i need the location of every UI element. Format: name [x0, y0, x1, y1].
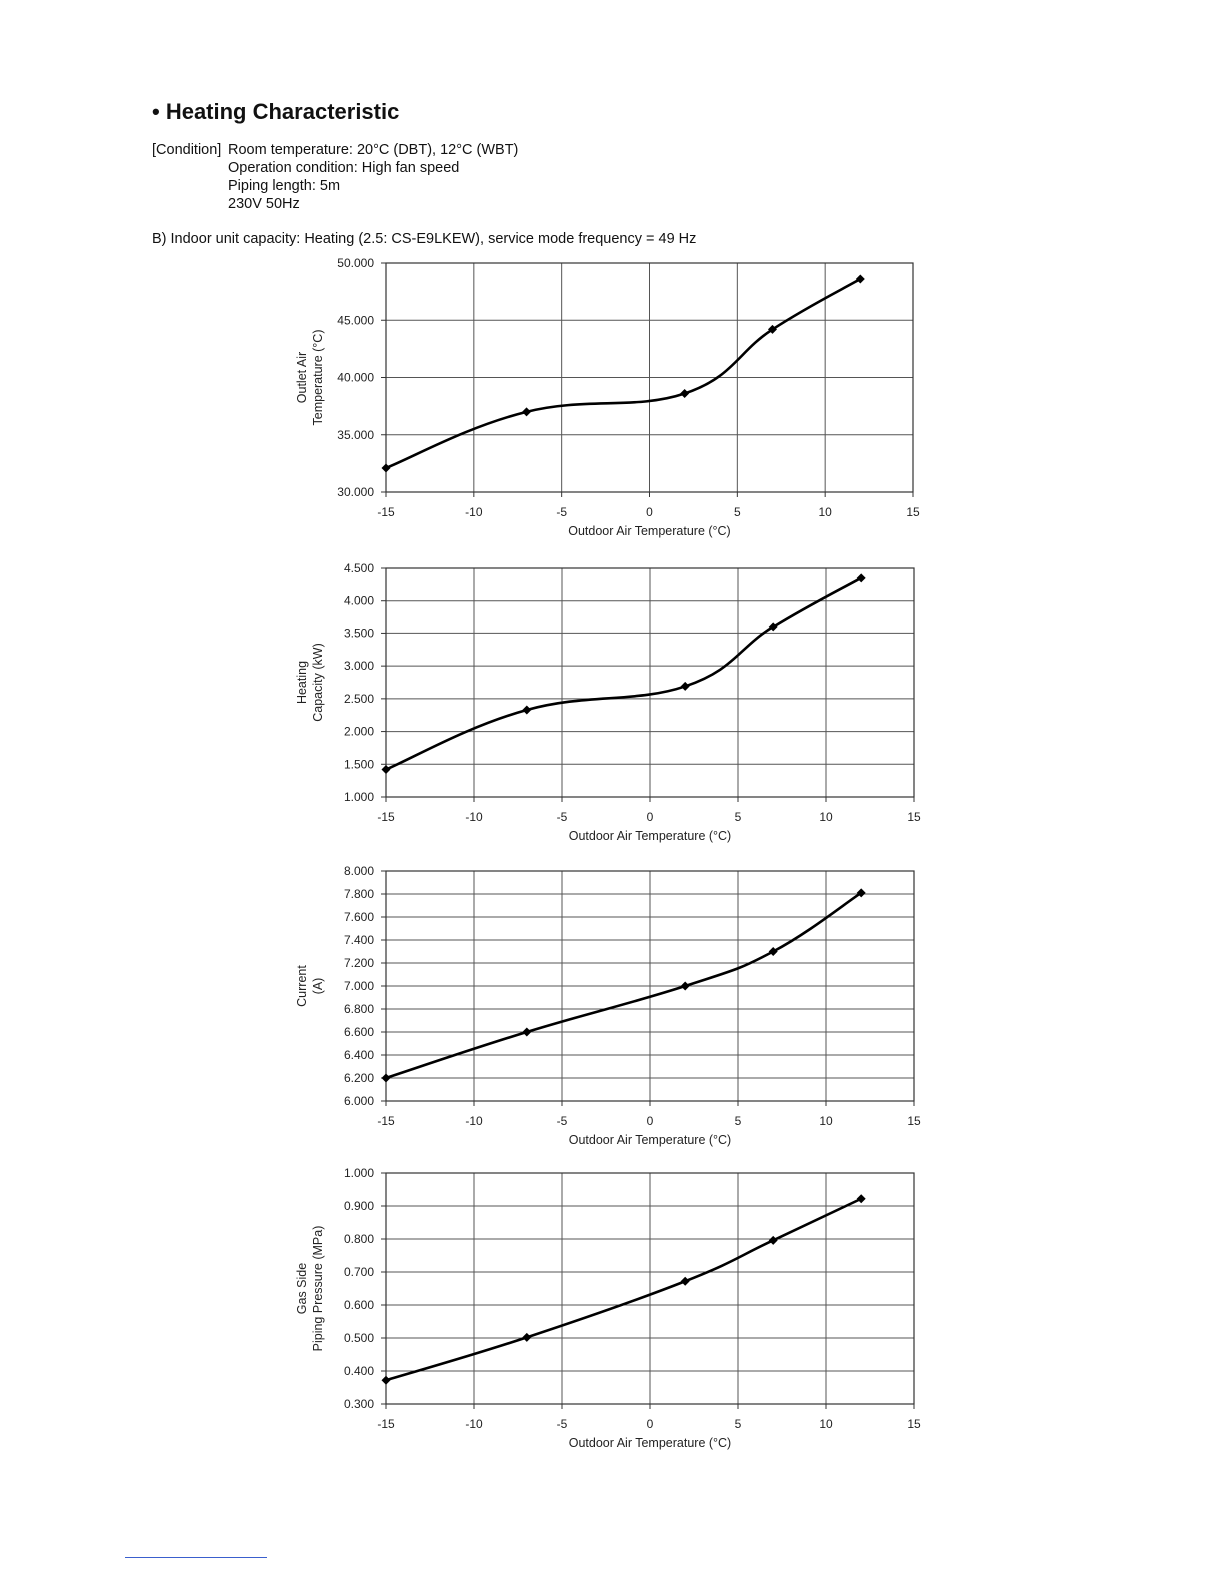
x-tick-label: 5: [734, 1114, 742, 1128]
x-tick-label: -10: [465, 1417, 483, 1431]
y-tick-label: 7.200: [343, 956, 374, 970]
y-tick-label: 7.000: [343, 979, 374, 993]
y-tick-label: 8.000: [343, 864, 374, 878]
y-tick-label: 0.400: [343, 1364, 374, 1378]
x-tick-label: -15: [377, 1417, 395, 1431]
x-tick-label: 10: [818, 505, 832, 519]
condition-row: [152, 159, 518, 177]
x-tick-label: -15: [377, 810, 395, 824]
series-line: [386, 893, 861, 1078]
y-tick-label: 3.500: [343, 626, 374, 641]
x-tick-label: 10: [819, 1114, 833, 1128]
condition-row: [152, 177, 518, 195]
x-tick-label: 15: [907, 810, 921, 824]
x-tick-label: -5: [556, 1417, 568, 1431]
chart-subtitle: B) Indoor unit capacity: Heating (2.5: CS-E9LKEW), service mode frequency = 49 Hz: [152, 231, 697, 247]
y-tick-label: 2.500: [343, 691, 374, 706]
data-point-marker: [382, 765, 391, 774]
x-tick-label: 10: [819, 1417, 833, 1431]
data-point-marker: [522, 1333, 531, 1342]
condition-row: [152, 195, 518, 213]
series-line: [386, 279, 860, 468]
x-tick-label: -5: [556, 505, 568, 519]
x-tick-label: -10: [465, 810, 483, 824]
series-line: [386, 1199, 861, 1381]
x-tick-label: -15: [377, 1114, 395, 1128]
y-tick-label: 6.600: [343, 1025, 374, 1039]
x-tick-label: 5: [733, 505, 741, 519]
condition-label: [Condition]: [152, 142, 222, 158]
x-axis-label: Outdoor Air Temperature (°C): [568, 524, 731, 538]
y-tick-label: 0.700: [343, 1265, 374, 1279]
condition-power-supply: 230V 50Hz: [228, 196, 300, 212]
data-point-marker: [522, 1028, 531, 1037]
x-tick-label: 0: [646, 810, 654, 824]
x-tick-label: 10: [819, 810, 833, 824]
data-point-marker: [382, 463, 391, 472]
x-tick-label: 15: [907, 1114, 921, 1128]
y-tick-label: 1.000: [343, 790, 374, 804]
y-axis-label: Heating: [295, 660, 309, 705]
y-tick-label: 3.000: [343, 659, 374, 674]
y-tick-label: 0.800: [343, 1232, 374, 1246]
y-tick-label: 50.000: [337, 256, 374, 270]
y-tick-label: 4.500: [343, 561, 374, 575]
x-tick-label: 15: [906, 505, 920, 519]
x-tick-label: 5: [734, 1417, 742, 1431]
data-point-marker: [857, 1194, 866, 1203]
series-line: [386, 578, 861, 770]
x-tick-label: -5: [556, 810, 568, 824]
y-axis-label: Temperature (°C): [311, 329, 325, 426]
y-axis-label: Piping Pressure (MPa): [311, 1225, 325, 1352]
condition-piping-length: Piping length: 5m: [228, 178, 341, 194]
y-tick-label: 45.000: [337, 313, 374, 328]
y-tick-label: 35.000: [337, 427, 374, 442]
x-tick-label: 0: [646, 505, 653, 519]
gas-side-piping-pressure-chart: [0, 1160, 1224, 1460]
y-tick-label: 1.000: [343, 1166, 374, 1180]
y-tick-label: 1.500: [343, 757, 374, 772]
data-point-marker: [681, 682, 690, 691]
y-axis-label: (A): [311, 977, 325, 995]
y-tick-label: 30.000: [337, 485, 374, 499]
x-tick-label: -15: [377, 505, 395, 519]
data-point-marker: [681, 982, 690, 991]
data-point-marker: [680, 389, 689, 398]
footer-rule: [125, 1557, 267, 1558]
y-axis-label: Capacity (kW): [311, 643, 325, 722]
y-tick-label: 7.600: [343, 910, 374, 924]
x-axis-label: Outdoor Air Temperature (°C): [568, 1133, 732, 1147]
heating-capacity-chart: [0, 555, 1224, 855]
x-tick-label: -5: [556, 1114, 568, 1128]
condition-block: [152, 141, 518, 213]
y-tick-label: 6.000: [343, 1094, 374, 1108]
x-axis-label: Outdoor Air Temperature (°C): [568, 1436, 732, 1450]
y-tick-label: 6.400: [343, 1048, 374, 1062]
y-tick-label: 0.600: [343, 1298, 374, 1312]
x-tick-label: 5: [734, 810, 742, 824]
outlet-air-temperature-chart: [0, 250, 1224, 550]
data-point-marker: [769, 1236, 778, 1245]
y-tick-label: 2.000: [343, 724, 374, 739]
y-tick-label: 6.800: [343, 1002, 374, 1016]
x-tick-label: 0: [646, 1114, 654, 1128]
y-axis-label: Gas Side: [295, 1262, 309, 1315]
data-point-marker: [382, 1376, 391, 1385]
condition-operation: Operation condition: High fan speed: [228, 160, 460, 176]
data-point-marker: [681, 1277, 690, 1286]
y-tick-label: 0.900: [343, 1199, 374, 1213]
y-tick-label: 4.000: [343, 593, 374, 608]
y-tick-label: 7.800: [343, 887, 374, 901]
current-chart: [0, 858, 1224, 1158]
x-tick-label: -10: [465, 1114, 483, 1128]
data-point-marker: [382, 1074, 391, 1083]
data-point-marker: [522, 407, 531, 416]
data-point-marker: [522, 705, 531, 714]
y-tick-label: 6.200: [343, 1071, 374, 1085]
x-axis-label: Outdoor Air Temperature (°C): [568, 829, 732, 843]
y-tick-label: 7.400: [343, 933, 374, 947]
y-axis-label: Current: [295, 965, 309, 1007]
condition-row: [152, 141, 518, 159]
x-tick-label: 0: [646, 1417, 654, 1431]
y-tick-label: 0.300: [343, 1397, 374, 1411]
y-tick-label: 0.500: [343, 1331, 374, 1345]
y-tick-label: 40.000: [337, 370, 374, 385]
condition-room-temperature: Room temperature: 20°C (DBT), 12°C (WBT): [228, 142, 519, 158]
page-title: • Heating Characteristic: [152, 99, 400, 124]
x-tick-label: -10: [465, 505, 483, 519]
y-axis-label: Outlet Air: [295, 351, 309, 404]
x-tick-label: 15: [907, 1417, 921, 1431]
